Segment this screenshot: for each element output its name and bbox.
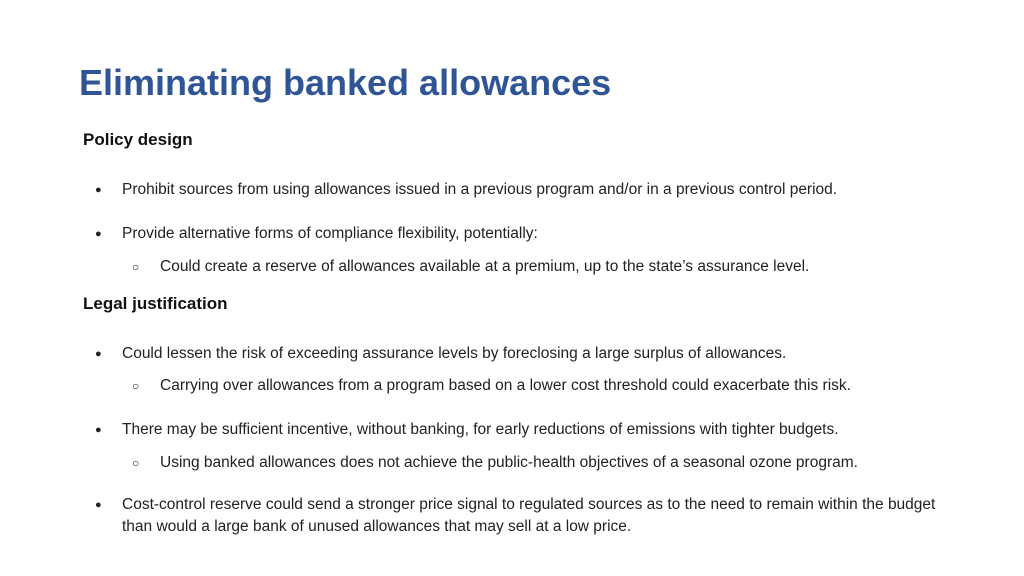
bullet-marker-icon: ● <box>95 228 102 240</box>
bullet-marker-icon: ● <box>95 424 102 436</box>
bullet-text: Provide alternative forms of compliance flexibility, potentially: <box>122 225 538 242</box>
bullet-marker-icon: ● <box>95 348 102 360</box>
sub-bullet-text: Carrying over allowances from a program based on a lower cost threshold could exacerbate this risk. <box>160 377 851 394</box>
bullet-text: Cost-control reserve could send a stronger price signal to regulated sources as to the need to remain within the budget than would a large bank of unused allowances that may sell at a low price. <box>122 496 936 535</box>
bullet-text: There may be sufficient incentive, without banking, for early reductions of emissions with tighter budgets. <box>122 421 839 438</box>
sub-bullet-text: Could create a reserve of allowances available at a premium, up to the state’s assurance level. <box>160 258 810 275</box>
bullet-text: Prohibit sources from using allowances issued in a previous program and/or in a previous control period. <box>122 181 838 198</box>
sub-bullet-marker-icon: ○ <box>132 456 140 470</box>
sub-bullet-marker-icon: ○ <box>132 260 140 274</box>
slide-title: Eliminating banked allowances <box>79 62 612 103</box>
section-heading-legal-justification: Legal justification <box>83 294 228 313</box>
sub-bullet-marker-icon: ○ <box>132 379 140 393</box>
sub-bullet-text: Using banked allowances does not achieve the public-health objectives of a seasonal ozone program. <box>160 454 858 471</box>
bullet-marker-icon: ● <box>95 184 102 196</box>
bullet-text: Could lessen the risk of exceeding assurance levels by foreclosing a large surplus of allowances. <box>122 345 787 362</box>
bullet-marker-icon: ● <box>95 499 102 511</box>
section-heading-policy-design: Policy design <box>83 130 193 149</box>
